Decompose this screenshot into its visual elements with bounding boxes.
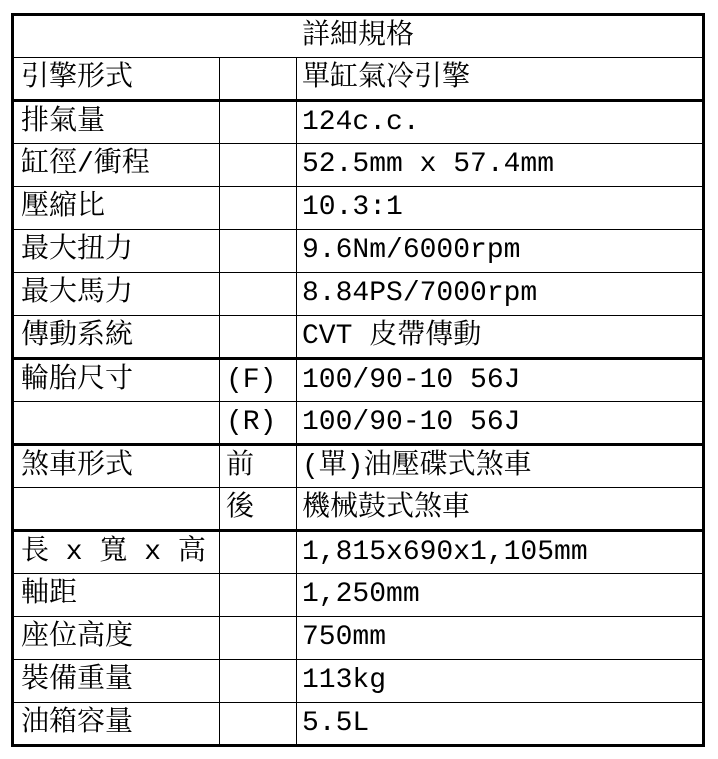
spec-label: 最大馬力 (13, 273, 220, 316)
spec-sublabel (220, 273, 297, 316)
spec-value: 100/90-10 56J (297, 402, 704, 445)
spec-label: 缸徑/衝程 (13, 144, 220, 187)
spec-label (13, 402, 220, 445)
spec-value: CVT 皮帶傳動 (297, 316, 704, 359)
spec-label: 軸距 (13, 574, 220, 617)
spec-row (13, 187, 704, 230)
spec-sublabel (220, 230, 297, 273)
spec-sheet (11, 13, 705, 747)
spec-sublabel (220, 574, 297, 617)
spec-value: 單缸氣冷引擎 (297, 58, 704, 101)
spec-row (13, 617, 704, 660)
spec-value: 52.5mm x 57.4mm (297, 144, 704, 187)
spec-sublabel: 後 (220, 488, 297, 531)
spec-label: 長 x 寬 x 高 (13, 531, 220, 574)
spec-label: 排氣量 (13, 101, 220, 144)
spec-label: 最大扭力 (13, 230, 220, 273)
spec-value: 9.6Nm/6000rpm (297, 230, 704, 273)
table-title-row (13, 15, 704, 58)
spec-row (13, 144, 704, 187)
spec-value: 1,815x690x1,105mm (297, 531, 704, 574)
spec-value: (單)油壓碟式煞車 (297, 445, 704, 488)
spec-label: 裝備重量 (13, 660, 220, 703)
spec-row (13, 402, 704, 445)
spec-value: 113kg (297, 660, 704, 703)
spec-row (13, 359, 704, 402)
spec-sublabel: 前 (220, 445, 297, 488)
spec-value: 750mm (297, 617, 704, 660)
spec-value: 100/90-10 56J (297, 359, 704, 402)
spec-sublabel (220, 101, 297, 144)
spec-label: 壓縮比 (13, 187, 220, 230)
spec-row (13, 660, 704, 703)
spec-row (13, 574, 704, 617)
spec-value: 1,250mm (297, 574, 704, 617)
spec-row (13, 273, 704, 316)
spec-sublabel (220, 316, 297, 359)
spec-row (13, 531, 704, 574)
table-title: 詳細規格 (13, 15, 704, 58)
spec-sublabel (220, 531, 297, 574)
spec-label: 傳動系統 (13, 316, 220, 359)
spec-label (13, 488, 220, 531)
spec-sublabel (220, 617, 297, 660)
spec-sublabel: (R) (220, 402, 297, 445)
spec-sublabel (220, 187, 297, 230)
spec-label: 引擎形式 (13, 58, 220, 101)
spec-value: 8.84PS/7000rpm (297, 273, 704, 316)
spec-sublabel: (F) (220, 359, 297, 402)
spec-row (13, 703, 704, 746)
spec-value: 機械鼓式煞車 (297, 488, 704, 531)
spec-label: 煞車形式 (13, 445, 220, 488)
spec-row (13, 445, 704, 488)
spec-value: 5.5L (297, 703, 704, 746)
spec-sublabel (220, 144, 297, 187)
spec-label: 輪胎尺寸 (13, 359, 220, 402)
spec-label: 油箱容量 (13, 703, 220, 746)
spec-row (13, 58, 704, 101)
spec-sublabel (220, 660, 297, 703)
spec-sublabel (220, 58, 297, 101)
spec-label: 座位高度 (13, 617, 220, 660)
spec-row (13, 316, 704, 359)
spec-row (13, 230, 704, 273)
spec-value: 10.3:1 (297, 187, 704, 230)
spec-value: 124c.c. (297, 101, 704, 144)
spec-sublabel (220, 703, 297, 746)
spec-row (13, 101, 704, 144)
spec-row (13, 488, 704, 531)
spec-table (11, 13, 705, 747)
